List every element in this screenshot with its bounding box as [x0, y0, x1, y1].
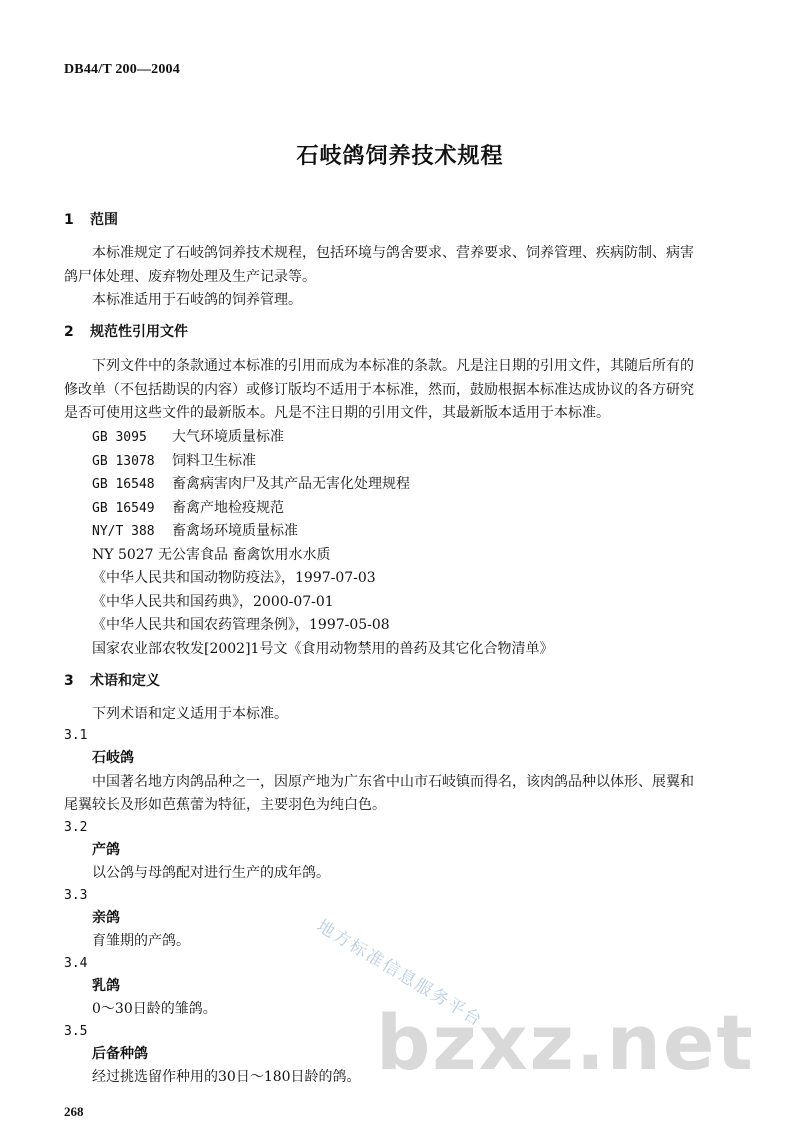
reference-item: NY 5027 无公害食品 畜禽饮用水水质: [92, 547, 331, 563]
term-number: 3.5: [64, 1024, 88, 1039]
watermark-platform-text: 地方标准信息服务平台: [313, 916, 487, 1032]
section-title: 规范性引用文件: [90, 324, 188, 340]
reference-name: 畜禽病害肉尸及其产品无害化处理规程: [172, 476, 410, 492]
reference-name: 畜禽场环境质量标准: [172, 523, 298, 539]
section-number: 3: [64, 673, 74, 689]
term-number: 3.2: [64, 820, 88, 835]
reference-item: 国家农业部农牧发[2002]1号文《食用动物禁用的兽药及其它化合物清单》: [92, 641, 554, 657]
reference-name: 畜禽产地检疫规范: [172, 500, 284, 516]
reference-name: 大气环境质量标准: [172, 429, 284, 445]
standard-code: DB44/T 200—2004: [64, 62, 180, 77]
section-2-heading: [64, 323, 188, 341]
reference-item: [92, 499, 284, 518]
reference-item: 《中华人民共和国动物防疫法》，1997-07-03: [92, 570, 376, 586]
term-name: 石岐鸽: [92, 750, 134, 766]
section-2-paragraph-line: 修改单（不包括勘误的内容）或修订版均不适用于本标准，然而，鼓励根据本标准达成协议的各方研究: [64, 382, 694, 398]
reference-name: 饲料卫生标准: [172, 453, 256, 469]
page-number: 268: [64, 1104, 84, 1119]
reference-item: [92, 428, 284, 447]
section-title: 术语和定义: [90, 673, 160, 689]
term-name: 后备种鸽: [92, 1046, 148, 1062]
reference-item: [92, 475, 410, 494]
section-2-paragraph-line: 下列文件中的条款通过本标准的引用而成为本标准的条款。凡是注日期的引用文件，其随后所有的: [92, 358, 694, 374]
section-1-paragraph-line: 本标准适用于石岐鸽的饲养管理。: [92, 292, 302, 308]
term-number: 3.3: [64, 888, 88, 903]
term-definition-line: 育雏期的产鸽。: [92, 933, 190, 949]
reference-item: 《中华人民共和国药典》，2000-07-01: [92, 594, 334, 610]
reference-code: GB 16549: [92, 501, 155, 516]
term-definition-line: 中国著名地方肉鸽品种之一，因原产地为广东省中山市石岐镇而得名，该肉鸽品种以体形、展翼和: [92, 774, 694, 790]
term-number: 3.4: [64, 956, 88, 971]
section-3-intro: 下列术语和定义适用于本标准。: [92, 706, 288, 722]
reference-code: GB 13078: [92, 454, 155, 469]
reference-code: NY/T 388: [92, 524, 155, 539]
section-3-heading: [64, 672, 160, 690]
term-definition-line: 经过挑选留作种用的30日～180日龄的鸽。: [92, 1069, 361, 1085]
section-1-paragraph-line: 鸽尸体处理、废弃物处理及生产记录等。: [64, 269, 316, 285]
watermark-site-text: bzxz.net: [376, 998, 755, 1087]
term-definition-line: 尾翼较长及形如芭蕉蕾为特征，主要羽色为纯白色。: [64, 797, 386, 813]
term-name: 乳鸽: [92, 978, 120, 994]
section-number: 2: [64, 324, 74, 340]
section-number: 1: [64, 212, 74, 228]
section-title: 范围: [90, 212, 118, 228]
section-2-paragraph-line: 是否可使用这些文件的最新版本。凡是不注日期的引用文件，其最新版本适用于本标准。: [64, 405, 610, 421]
term-name: 产鸽: [92, 842, 120, 858]
document-title: 石岐鸽饲养技术规程: [296, 144, 504, 169]
reference-item: [92, 522, 298, 541]
reference-code: GB 16548: [92, 477, 155, 492]
section-1-heading: [64, 211, 118, 229]
term-definition-line: 以公鸽与母鸽配对进行生产的成年鸽。: [92, 865, 330, 881]
reference-item: [92, 452, 256, 471]
term-number: 3.1: [64, 728, 88, 743]
reference-code: GB 3095: [92, 430, 147, 445]
reference-item: 《中华人民共和国农药管理条例》，1997-05-08: [92, 617, 390, 633]
section-1-paragraph-line: 本标准规定了石岐鸽饲养技术规程，包括环境与鸽舍要求、营养要求、饲养管理、疾病防制、病害: [92, 245, 694, 261]
term-definition-line: 0～30日龄的雏鸽。: [92, 1001, 217, 1017]
term-name: 亲鸽: [92, 910, 120, 926]
